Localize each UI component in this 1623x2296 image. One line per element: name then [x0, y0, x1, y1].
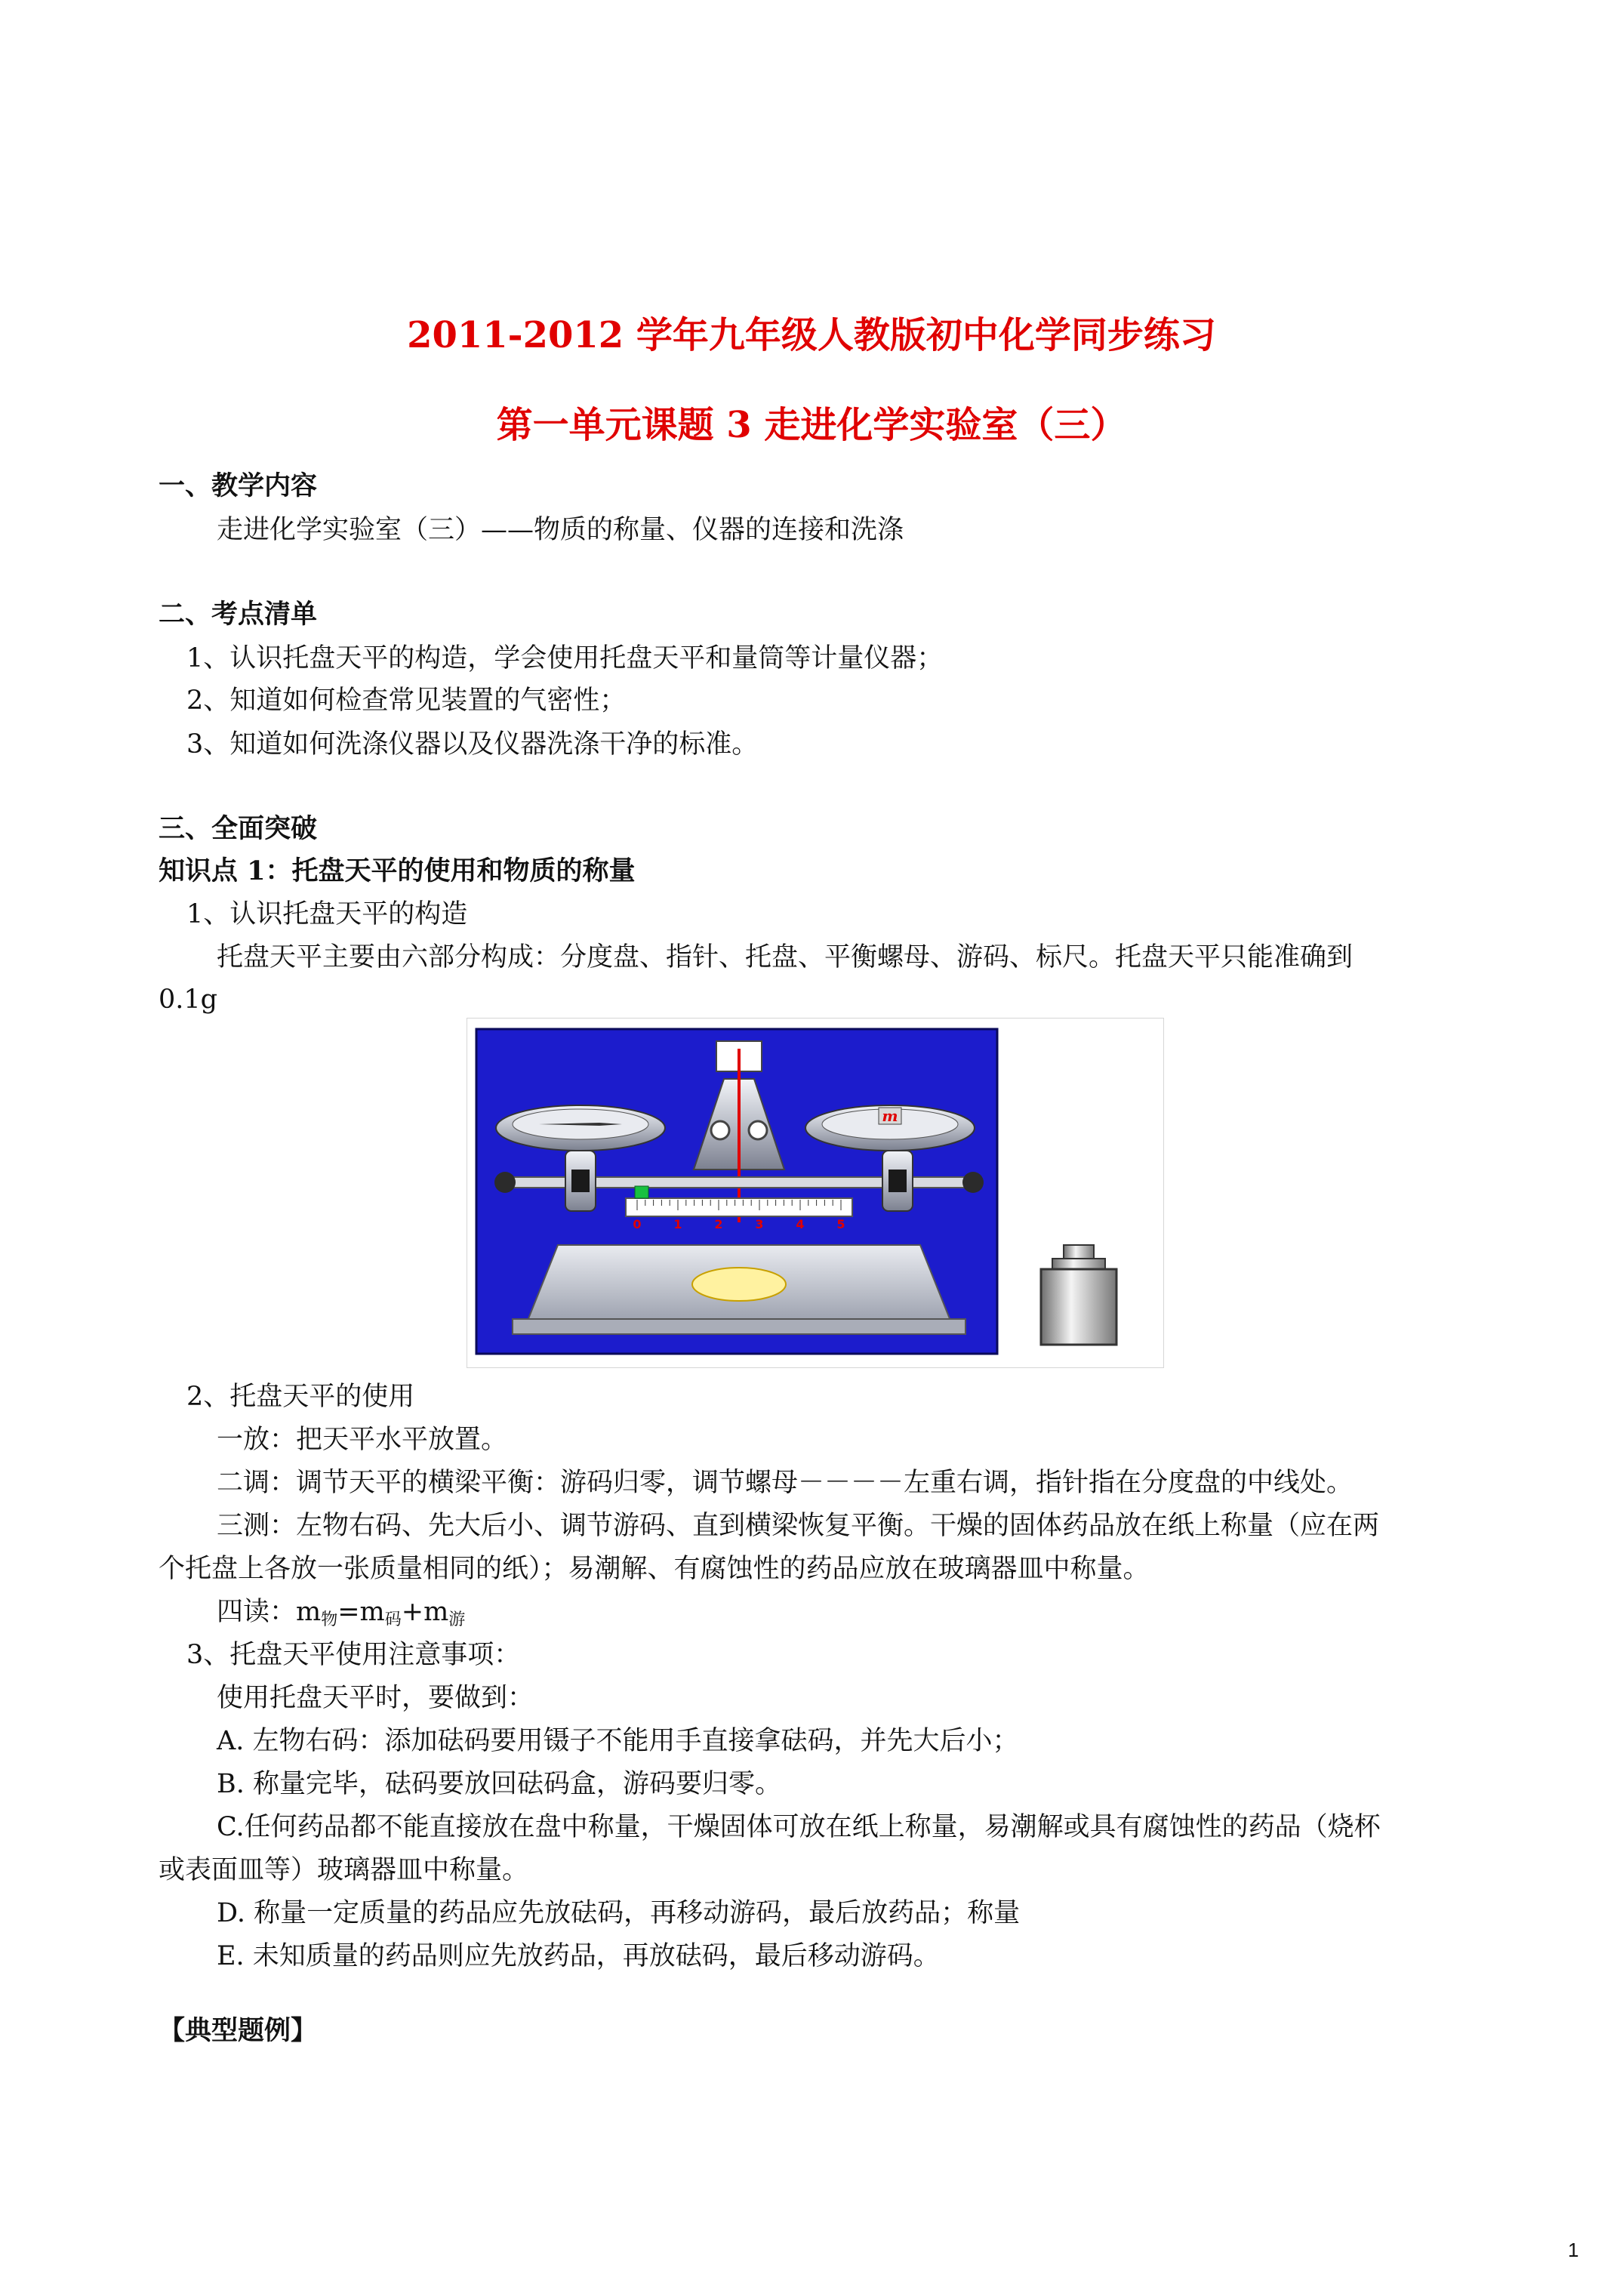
checklist-item: 2、知道如何检查常见装置的气密性； [186, 686, 627, 716]
paragraph-line: 0.1g [159, 985, 218, 1015]
brand-label [692, 1268, 786, 1301]
scale-label: 2 [714, 1217, 723, 1231]
checklist-item: 1、认识托盘天平的构造，学会使用托盘天平和量筒等计量仪器； [186, 643, 944, 673]
step-line: 个托盘上各放一张质量相同的纸）；易潮解、有腐蚀性的药品应放在玻璃器皿中称量。 [159, 1554, 1150, 1584]
document-subtitle: 第一单元课题 3 走进化学实验室（三） [496, 404, 1127, 446]
examples-heading: 【典型题例】 [159, 2015, 318, 2046]
section-heading-breakthrough: 三、全面突破 [159, 813, 318, 844]
subsection-title: 2、托盘天平的使用 [186, 1382, 415, 1412]
step-line: 三测：左物右码、先大后小、调节游码、直到横梁恢复平衡。干燥的固体药品放在纸上称量（应在两 [217, 1511, 1380, 1541]
balance-foot [513, 1319, 965, 1334]
rider-scale [626, 1198, 852, 1216]
mass-formula [217, 1595, 465, 1637]
paragraph-line: 托盘天平主要由六部分构成：分度盘、指针、托盘、平衡螺母、游码、标尺。托盘天平只能准确到 [217, 942, 1354, 972]
note-item: C.任何药品都不能直接放在盘中称量，干燥固体可放在纸上称量，易潮解或具有腐蚀性的药品（烧杯 [217, 1812, 1381, 1842]
pan-clamp-left [571, 1170, 590, 1192]
rider [635, 1186, 648, 1198]
formula-part: +m [401, 1597, 449, 1627]
balance-nut-right [962, 1172, 984, 1193]
pan-weight-mark: m [882, 1107, 898, 1125]
pan-clamp-right [888, 1170, 907, 1192]
scale-label: 1 [673, 1217, 682, 1231]
note-item: E. 未知质量的药品则应先放药品，再放砝码，最后移动游码。 [217, 1941, 940, 1971]
subsection-title: 1、认识托盘天平的构造 [186, 899, 468, 929]
document-title: 2011-2012 学年九年级人教版初中化学同步练习 [407, 314, 1216, 356]
checklist-item: 3、知道如何洗涤仪器以及仪器洗涤干净的标准。 [186, 729, 759, 760]
scale-label: 5 [836, 1217, 845, 1231]
note-item: A. 左物右码：添加砝码要用镊子不能用手直接拿砝码，并先大后小； [217, 1726, 1019, 1756]
scale-label: 4 [796, 1217, 805, 1231]
knowledge-point-title: 知识点 1：托盘天平的使用和物质的称量 [159, 855, 636, 886]
note-item: D. 称量一定质量的药品应先放砝码，再移动游码，最后放药品；称量 [217, 1898, 1021, 1928]
section-heading-content: 一、教学内容 [159, 470, 318, 501]
section-content-text: 走进化学实验室（三）——物质的称量、仪器的连接和洗涤 [217, 515, 904, 545]
formula-subscript: 物 [321, 1610, 338, 1629]
page-number: 1 [1568, 2239, 1579, 2261]
formula-subscript: 游 [448, 1610, 466, 1629]
formula-part: =m [337, 1597, 385, 1627]
formula-part: 四读：m [217, 1597, 322, 1627]
column-hole-right [749, 1121, 767, 1139]
balance-nut-left [494, 1172, 516, 1193]
weight-block [1041, 1269, 1116, 1345]
section-heading-checklist: 二、考点清单 [159, 599, 318, 630]
note-item: B. 称量完毕，砝码要放回砝码盒，游码要归零。 [217, 1769, 781, 1799]
balance-illustration [467, 1019, 1163, 1367]
balance-figure [467, 1018, 1164, 1368]
note-item: 或表面皿等）玻璃器皿中称量。 [159, 1855, 529, 1885]
formula-subscript: 码 [384, 1610, 402, 1629]
column-hole-left [711, 1121, 729, 1139]
step-line: 一放：把天平水平放置。 [217, 1425, 508, 1455]
scale-label: 3 [755, 1217, 764, 1231]
notes-intro: 使用托盘天平时，要做到： [217, 1683, 534, 1713]
subsection-title: 3、托盘天平使用注意事项： [186, 1640, 521, 1670]
scale-label: 0 [633, 1217, 642, 1231]
step-line: 二调：调节天平的横梁平衡：游码归零，调节螺母－－－－左重右调，指针指在分度盘的中线处。 [217, 1468, 1354, 1498]
